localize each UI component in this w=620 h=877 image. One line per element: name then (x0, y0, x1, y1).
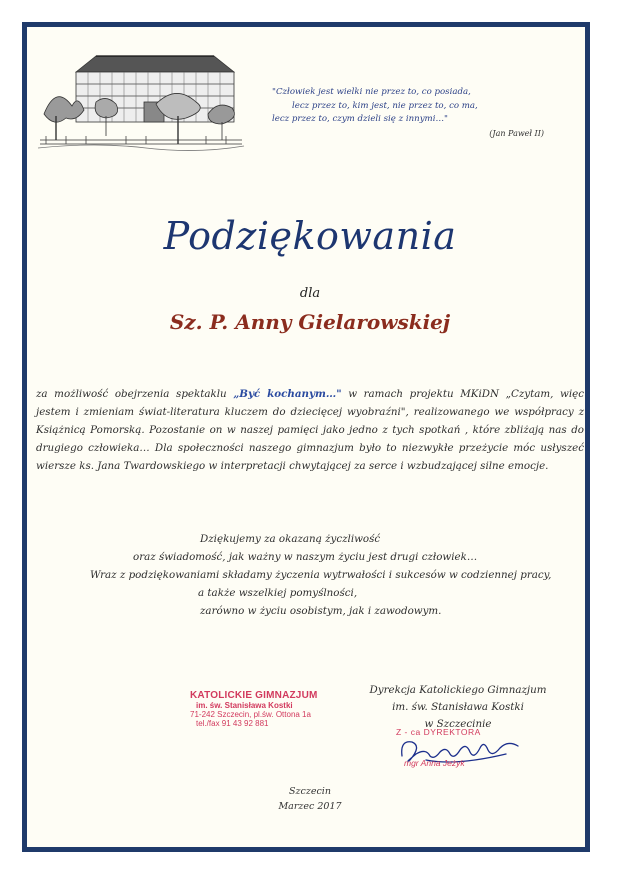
place-and-date (0, 784, 620, 814)
wishes-block (60, 530, 560, 620)
event-title: „Być kochanym…" (233, 388, 342, 400)
stamp-phone: tel./fax 91 43 92 881 (196, 719, 269, 728)
date: Marzec 2017 (278, 801, 342, 812)
school-direction (360, 682, 556, 733)
quote-line: lecz przez to, kim jest, nie przez to, co ma, (292, 100, 478, 111)
direction-line: im. św. Stanisława Kostki (392, 701, 524, 713)
quote-line: "Człowiek jest wielki nie przez to, co posiada, (272, 87, 471, 97)
direction-line: w Szczecinie (424, 718, 492, 730)
wish-line: Wraz z podziękowaniami składamy życzenia wytrwałości i sukcesów w codziennej pracy, (90, 569, 552, 581)
school-building-illustration (36, 44, 246, 154)
wish-line: zarówno w życiu osobistym, jak i zawodowym. (200, 605, 442, 617)
stamp-patron: im. św. Stanisława Kostki (196, 701, 293, 710)
quote-line: lecz przez to, czym dzieli się z innymi…" (272, 114, 448, 124)
for-label: dla (299, 286, 321, 301)
wish-line: a także wszelkiej pomyślności, (198, 587, 358, 599)
place: Szczecin (289, 786, 331, 797)
body-text-rest: w ramach projektu MKiDN „Czytam, więc jestem i zmieniam świat-literatura kluczem do dziecięcej wyobraźni", realizowanego we współpracy z Książnicą Pomorską. Pozostanie on w naszej pamięci jako jedno z tych spotkań , które zbliżają nas do drugiego człowieka… Dla społeczności naszego gimnazjum było to niezwykłe przeżycie móc usłyszeć wiersze ks. Jana Twardowskiego w interpretacji chwytającej za serce i wzbudzającej silne emocje. (36, 388, 584, 472)
wish-line: Dziękujemy za okazaną życzliwość (200, 533, 381, 545)
signer-name: mgr Anna Jeżyk (404, 758, 465, 768)
direction-line: Dyrekcja Katolickiego Gimnazjum (369, 684, 547, 696)
wish-line: oraz świadomość, jak ważny w naszym życiu jest drugi człowiek… (133, 551, 478, 563)
body-paragraph (36, 385, 584, 475)
stamp-address: 71-242 Szczecin, pl.św. Ottona 1a (190, 710, 311, 719)
deputy-director-stamp: Z - ca DYREKTORA (396, 727, 481, 737)
school-stamp (190, 690, 350, 728)
quote-author: (Jan Paweł II) (489, 129, 544, 138)
stamp-name: KATOLICKIE GIMNAZJUM (190, 690, 318, 701)
document-title: Podziękowania (163, 214, 457, 258)
body-text-start: za możliwość obejrzenia spektaklu (36, 388, 234, 400)
quote-block (262, 86, 572, 138)
recipient-name: Sz. P. Anny Gielarowskiej (169, 310, 451, 334)
